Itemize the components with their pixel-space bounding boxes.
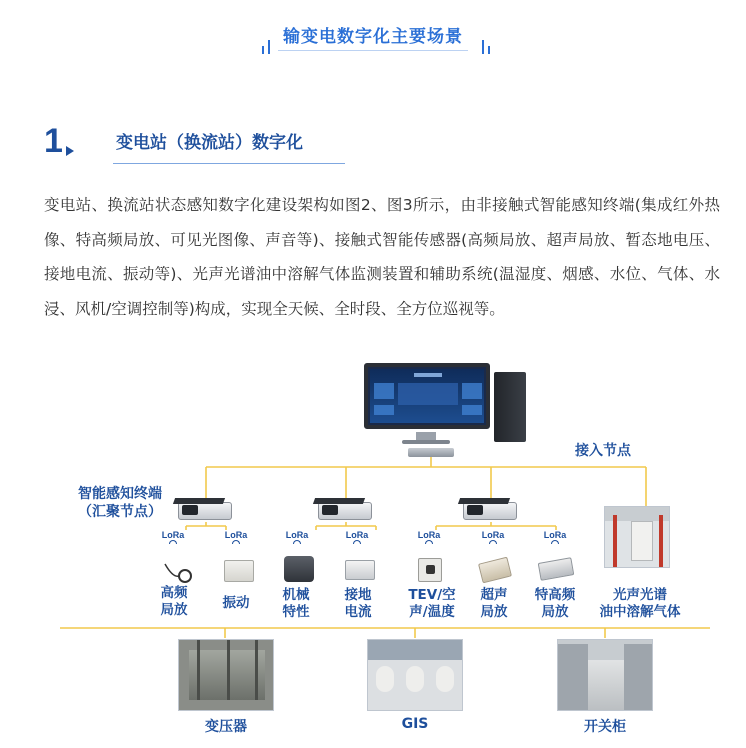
sensor-label-photoacoustic: 光声光谱 油中溶解气体: [599, 587, 681, 620]
header-underline: [278, 50, 468, 51]
lora-icon: LoRa: [160, 530, 186, 544]
sensor-label-hf-pd: 高频 局放: [160, 585, 188, 618]
section-number: 1: [44, 122, 63, 160]
section-title: 变电站（换流站）数字化: [116, 133, 303, 153]
network-switch-icon: [408, 448, 454, 457]
computer-tower-icon: [494, 372, 526, 442]
tev-sensor-icon: [418, 558, 442, 582]
lora-icon: LoRa: [416, 530, 442, 544]
transformer-photo: [178, 639, 274, 711]
sensor-label-uhf: 特高频 局放: [534, 587, 576, 620]
smart-terminal-camera-icon: [459, 498, 521, 522]
section-underline: [113, 163, 345, 164]
gis-photo: [367, 639, 463, 711]
architecture-diagram: [60, 360, 710, 748]
sensor-label-vibration: 振动: [222, 595, 250, 611]
photoacoustic-cabinet-photo: [604, 506, 670, 568]
monitor-base: [402, 440, 450, 444]
smart-terminal-camera-icon: [314, 498, 376, 522]
hub-label-line2: （汇聚节点）: [78, 504, 162, 520]
sensor-label-ultrasonic: 超声 局放: [480, 587, 508, 620]
switchgear-photo: [557, 639, 653, 711]
lora-icon: LoRa: [223, 530, 249, 544]
ground-current-sensor-icon: [345, 560, 375, 580]
section-arrow-icon: [66, 146, 74, 156]
mechanical-sensor-icon: [284, 556, 314, 582]
smart-terminal-camera-icon: [174, 498, 236, 522]
lora-icon: LoRa: [284, 530, 310, 544]
lora-icon: LoRa: [480, 530, 506, 544]
page-header-title: 输变电数字化主要场景: [283, 27, 463, 47]
access-node-label: 接入节点: [575, 443, 631, 459]
lora-icon: LoRa: [344, 530, 370, 544]
lora-icon: LoRa: [542, 530, 568, 544]
sensor-label-mechanical: 机械 特性: [282, 587, 310, 620]
header-decoration-right: [482, 40, 490, 54]
photo-label-gis: GIS: [401, 716, 429, 732]
sensor-label-ground-current: 接地 电流: [344, 587, 372, 620]
hf-partial-discharge-sensor-icon: [163, 560, 193, 586]
monitor-icon: [364, 363, 490, 429]
vibration-sensor-icon: [224, 560, 254, 582]
sensor-label-tev: TEV/空 声/温度: [408, 587, 456, 620]
hub-label: [66, 485, 174, 521]
section-paragraph: 变电站、换流站状态感知数字化建设架构如图2、图3所示，由非接触式智能感知终端(集成红外热像、特高频局放、可见光图像、声音等)、接触式智能传感器(高频局放、超声局放、暂态地电压、接地电流、振动等)、光声光谱油中溶解气体监测装置和辅助系统(温湿度、烟感、水位、气体、水浸、风机/空调控制等)构成，实现全天候、全时段、全方位巡视等。: [44, 196, 720, 318]
photo-label-switchgear: 开关柜: [584, 719, 626, 735]
photo-label-transformer: 变压器: [205, 719, 247, 735]
hub-label-line1: 智能感知终端: [78, 486, 162, 502]
